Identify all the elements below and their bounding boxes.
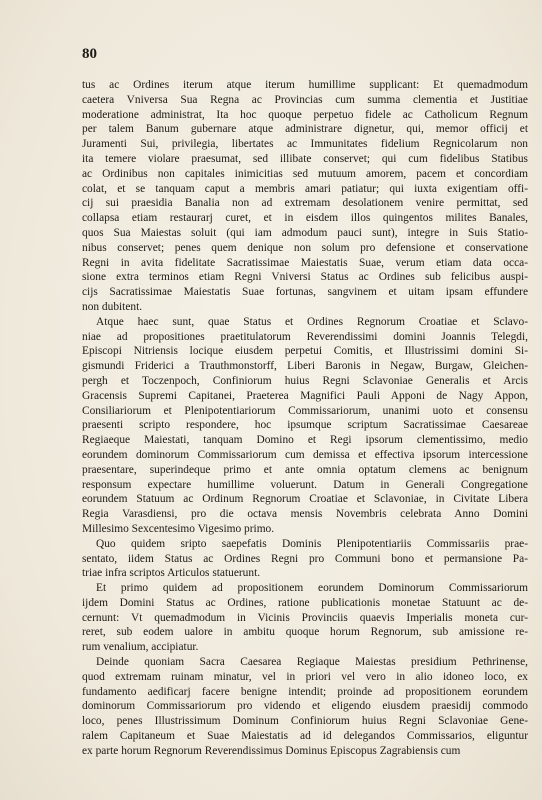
text-line: triae infra scriptos Articulos statuerunt. bbox=[82, 567, 261, 580]
text-line: moderatione administrat, Ita hoc quoque perpetuo fidele ac Catholicum Regnum bbox=[82, 108, 528, 121]
paragraph bbox=[82, 655, 528, 759]
text-line: Millesimo Sexcentesimo Vigesimo primo. bbox=[82, 522, 275, 535]
text-line: dominorum Commissariorum pro videndo et eligendo eiusdem praesidij commodo bbox=[82, 700, 528, 713]
text-line: sione extra terminos etiam Regni Vniversi Status ac Ordines sub felicibus auspi- bbox=[82, 271, 528, 284]
text-line: niae ad propositiones praetitulatorum Reverendissimi domini Joannis Telegdi, bbox=[82, 330, 528, 343]
text-line: rum venalium, accipiatur. bbox=[82, 641, 199, 654]
text-line: caetera Vniversa Sua Regna ac Provincias cum summa clementia et Justitiae bbox=[82, 93, 528, 106]
text-line: ijdem Domini Status ac Ordines, ratione publicationis monetae Statuunt ac de- bbox=[82, 596, 528, 609]
text-line: eorundem dominorum Commissariorum cum demissa et effectiva ipsorum intercessione bbox=[82, 448, 528, 461]
text-line: cijs Sacratissimae Maiestatis Suae fortunas, sangvinem et uitam ipsam effundere bbox=[82, 286, 528, 299]
text-line: nibus conservet; penes quem denique non solum pro defensione et conservatione bbox=[82, 241, 528, 254]
paragraph bbox=[82, 315, 528, 537]
text-line: quod extremam ruinam minatur, vel in priori vel vero in alio idoneo loco, ex bbox=[82, 670, 528, 683]
text-line: Et primo quidem ad propositionem eorundem Dominorum Commissariorum bbox=[96, 582, 528, 595]
text-line: Quo quidem sripto saepefatis Dominis Plenipotentiariis Commissariis prae- bbox=[96, 537, 528, 550]
text-line: ralem Capitaneum et Suae Maiestatis ad id delegandos Commissarios, eliguntur bbox=[82, 730, 528, 743]
body-text bbox=[82, 78, 528, 759]
text-line: cernunt: Vt quemadmodum in Vicinis Provinciis quaevis Imperialis moneta cur- bbox=[82, 611, 528, 624]
text-line: reret, sub eodem ualore in ambitu quoque horum Regnorum, sub amissione re- bbox=[82, 626, 528, 639]
text-line: fundamento aedificarj facere benigne intendit; proinde ad propositionem eorundem bbox=[82, 685, 528, 698]
text-line: pergh et Toczenpoch, Confiniorum huius Regni Sclavoniae Generalis et Arcis bbox=[82, 374, 528, 387]
text-line: eorundem Statuum ac Ordinum Regnorum Croatiae et Sclavoniae, in Civitate Libera bbox=[82, 493, 528, 506]
text-line: Regia Varasdiensi, pro die octava mensis Novembris celebrata Anno Domini bbox=[82, 508, 528, 521]
text-line: ac Ordinibus non capitales inimicitias sed mutuum amorem, pacem et concordiam bbox=[82, 167, 528, 180]
text-line: Regni in avita fidelitate Sacratissimae Maiestatis Suae, verum etiam data occa- bbox=[82, 256, 528, 269]
text-line: Gracensis Supremi Capitanei, Praeterea Magnifici Pauli Apponi de Nagy Appon, bbox=[82, 389, 528, 402]
text-line: ita temere violare praesumat, sed illibate conservet; qui cum fidelibus Statibus bbox=[82, 152, 528, 165]
text-line: responsum expectare humillime voluerunt. Datum in Generali Congregatione bbox=[82, 478, 528, 491]
paragraph bbox=[82, 78, 528, 315]
text-line: Consiliariorum et Plenipotentiariorum Commissariorum, unanimi uoto et consensu bbox=[82, 404, 528, 417]
text-line: gismundi Friderici a Trauthmonstorff, Liberi Baronis in Negaw, Burgaw, Gleichen- bbox=[82, 360, 528, 373]
text-line: per talem Banum gubernare atque administrare dignetur, qui, memor officij et bbox=[82, 123, 528, 136]
text-line: cij sui praesidia Banalia non ad extremam desolationem venire permittat, sed bbox=[82, 197, 528, 210]
text-line: sentato, iidem Status ac Ordines Regni pro Communi bono et permansione Pa- bbox=[82, 552, 528, 565]
text-line: praesenti scripto respondere, hoc ipsumque scriptum Sacratissimae Caesareae bbox=[82, 419, 528, 432]
text-line: loco, penes Illustrissimum Dominum Confiniorum huius Regni Sclavoniae Gene- bbox=[82, 715, 528, 728]
text-line: Regiaeque Maiestati, tanquam Domino et Regi ipsorum clementissimo, medio bbox=[82, 434, 528, 447]
text-line: Atque haec sunt, quae Status et Ordines Regnorum Croatiae et Sclavo- bbox=[96, 315, 528, 328]
text-line: praesentare, superindeque primo et ante omnia optatum clemens ac benignum bbox=[82, 463, 528, 476]
text-line: non dubitent. bbox=[82, 300, 143, 313]
text-line: Juramenti Sui, privilegia, libertates ac Immunitates fidelium Regnicolarum non bbox=[82, 138, 528, 151]
paragraph bbox=[82, 537, 528, 581]
text-line: Episcopi Nitriensis locique eiusdem perpetui Comitis, et Illustrissimi domini Si- bbox=[82, 345, 528, 358]
text-line: quos Sua Maiestas soluit (qui iam admodum pauci sunt), integre in Suis Statio- bbox=[82, 226, 528, 239]
text-line: tus ac Ordines iterum atque iterum humillime supplicant: Et quemadmodum bbox=[82, 79, 528, 91]
text-line: colat, et se tanquam caput a membris amari patiatur; qui iuxta exigentiam offi- bbox=[82, 182, 528, 195]
text-line: Deinde quoniam Sacra Caesarea Regiaque Maiestas presidium Pethrinense, bbox=[96, 656, 528, 669]
paragraph bbox=[82, 581, 528, 655]
text-line: ex parte horum Regnorum Reverendissimus Dominus Episcopus Zagrabiensis cum bbox=[82, 744, 461, 757]
page-number: 80 bbox=[82, 46, 97, 62]
text-line: collapsa etiam restaurarj curet, et in eisdem illos quingentos milites Banales, bbox=[82, 212, 528, 225]
